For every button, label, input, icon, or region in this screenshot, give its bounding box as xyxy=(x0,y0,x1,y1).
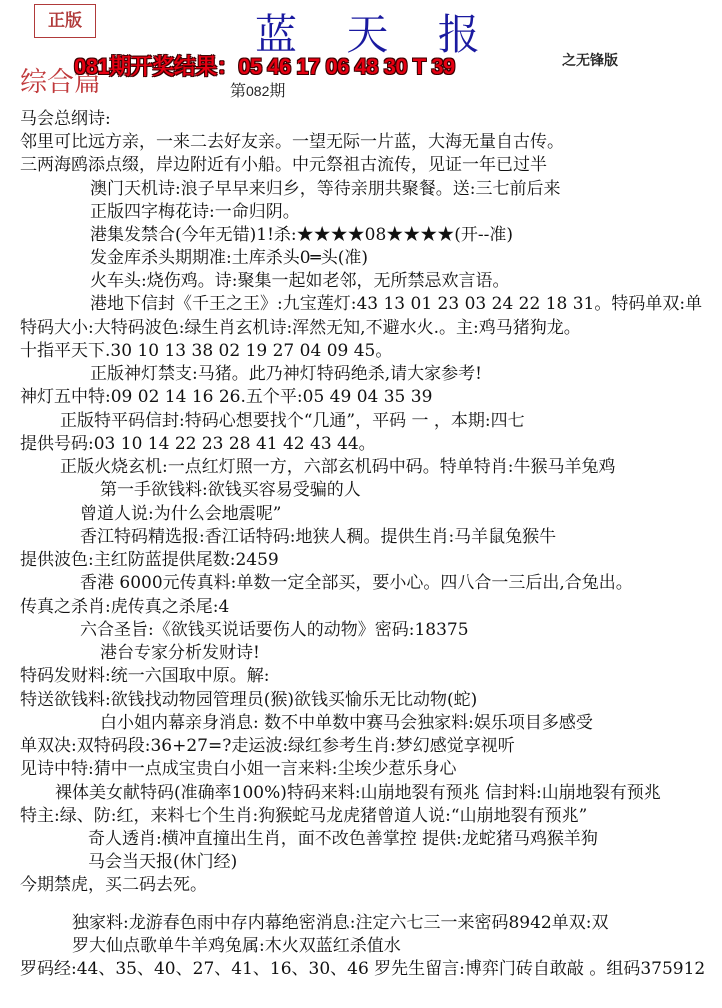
issue-number-value: 082 xyxy=(246,83,270,99)
text-line: 第一手欲钱料:欲钱买容易受骗的人 xyxy=(100,480,361,500)
text-line: 正版四字梅花诗:一命归阴。 xyxy=(90,202,300,222)
text-line: 六合圣旨:《欲钱买说话要伤人的动物》密码:18375 xyxy=(80,620,469,640)
text-line: 传真之杀肖:虎传真之杀尾:4 xyxy=(20,597,230,617)
issue-suffix: 期 xyxy=(269,81,286,100)
previous-draw-result: 081期开奖结果：05 46 17 06 48 30 T 39 xyxy=(74,54,455,79)
text-line: 澳门天机诗:浪子早早来归乡，等待亲朋共聚餐。送:三七前后来 xyxy=(90,179,561,199)
text-line: 邻里可比远方亲，一来二去好友亲。一望无际一片蓝，大海无量自古传。 xyxy=(20,132,564,152)
issue-prefix: 第 xyxy=(230,81,247,100)
text-line: 正版火烧玄机:一点红灯照一方，六部玄机码中码。特单特肖:牛猴马羊兔鸡 xyxy=(60,457,616,477)
genuine-edition-stamp: 正版 xyxy=(34,4,96,38)
text-line: 特主:绿、防:红，来料七个生肖:狗猴蛇马龙虎猪曾道人说:“山崩地裂有预兆” xyxy=(20,806,588,826)
text-line: 马会总纲诗: xyxy=(20,109,111,129)
text-line: 提供波色:主红防蓝提供尾数:2459 xyxy=(20,550,279,570)
text-line: 十指平天下.30 10 13 38 02 19 27 04 09 45。 xyxy=(20,341,393,361)
text-line: 单双决:双特码段:36+27=?走运波:绿红参考生肖:梦幻感觉享视听 xyxy=(20,736,515,756)
edition-label: 之无锋版 xyxy=(562,53,618,69)
text-line: 发金库杀头期期准:土库杀头0═头(准) xyxy=(90,248,369,268)
text-line: 今期禁虎，买二码去死。 xyxy=(20,875,207,895)
text-line: 见诗中特:猜中一点成宝贵白小姐一言来料:尘埃少惹乐身心 xyxy=(20,759,457,779)
issue-number xyxy=(230,78,285,101)
text-line: 提供号码:03 10 14 22 23 28 41 42 43 44。 xyxy=(20,434,376,454)
text-line: 特送欲钱料:欲钱找动物园管理员(猴)欲钱买愉乐无比动物(蛇) xyxy=(20,690,478,710)
text-line: 白小姐内幕亲身消息: 数不中单数中赛马会独家料:娱乐项目多感受 xyxy=(100,713,593,733)
text-line: 香江特码精选报:香江话特码:地狭人稠。提供生肖:马羊鼠兔猴牛 xyxy=(80,527,557,547)
text-line: 香港 6000元传真料:单数一定全部买，要小心。四八合一三后出,合兔出。 xyxy=(80,573,633,593)
text-line: 火车头:烧伤鸡。诗:聚集一起如老邻，无所禁忌欢言语。 xyxy=(90,271,510,291)
text-line: 特码大小:大特码波色:绿生肖玄机诗:浑然无知,不避水火.。主:鸡马猪狗龙。 xyxy=(20,318,581,338)
text-line: 港集发禁合(今年无错)1!杀:★★★★08★★★★(开--准) xyxy=(90,225,514,245)
section-title: 综合篇 xyxy=(20,67,101,98)
text-line: 独家料:龙游春色雨中存内幕绝密消息:注定六七三一来密码8942单双:双 xyxy=(72,913,609,933)
text-line: 正版特平码信封:特码心想要找个“几通”，平码 一 ，本期:四七 xyxy=(60,411,525,431)
text-line: 奇人透肖:横冲直撞出生肖，面不改色善掌控 提供:龙蛇猪马鸡猴羊狗 xyxy=(88,829,598,849)
text-line: 裸体美女献特码(准确率100%)特码来料:山崩地裂有预兆 信封料:山崩地裂有预兆 xyxy=(55,783,661,803)
text-line: 港地下信封《千王之王》:九宝莲灯:43 13 01 23 03 24 22 18 31。特码单双:单 xyxy=(90,294,703,314)
text-line: 三两海鸥添点缀，岸边附近有小船。中元祭祖古流传，见证一年已过半 xyxy=(20,155,547,175)
text-line: 曾道人说:为什么会地震呢” xyxy=(80,504,282,524)
text-line: 神灯五中特:09 02 14 16 26.五个平:05 49 04 35 39 xyxy=(20,387,433,407)
text-line: 特码发财料:统一六国取中原。解: xyxy=(20,666,270,686)
text-line: 罗大仙点歌单牛羊鸡兔属:木火双蓝红杀值水 xyxy=(72,936,401,956)
text-line: 正版神灯禁支:马猪。此乃神灯特码绝杀,请大家参考! xyxy=(90,364,482,384)
text-line: 马会当天报(休门经) xyxy=(88,852,238,872)
text-line: 罗码经:44、35、40、27、41、16、30、46 罗先生留言:博弈门砖自敢敲 。组码375912 xyxy=(20,959,706,979)
text-line: 港台专家分析发财诗! xyxy=(100,643,260,663)
masthead-title: 蓝 天 报 xyxy=(255,10,498,59)
